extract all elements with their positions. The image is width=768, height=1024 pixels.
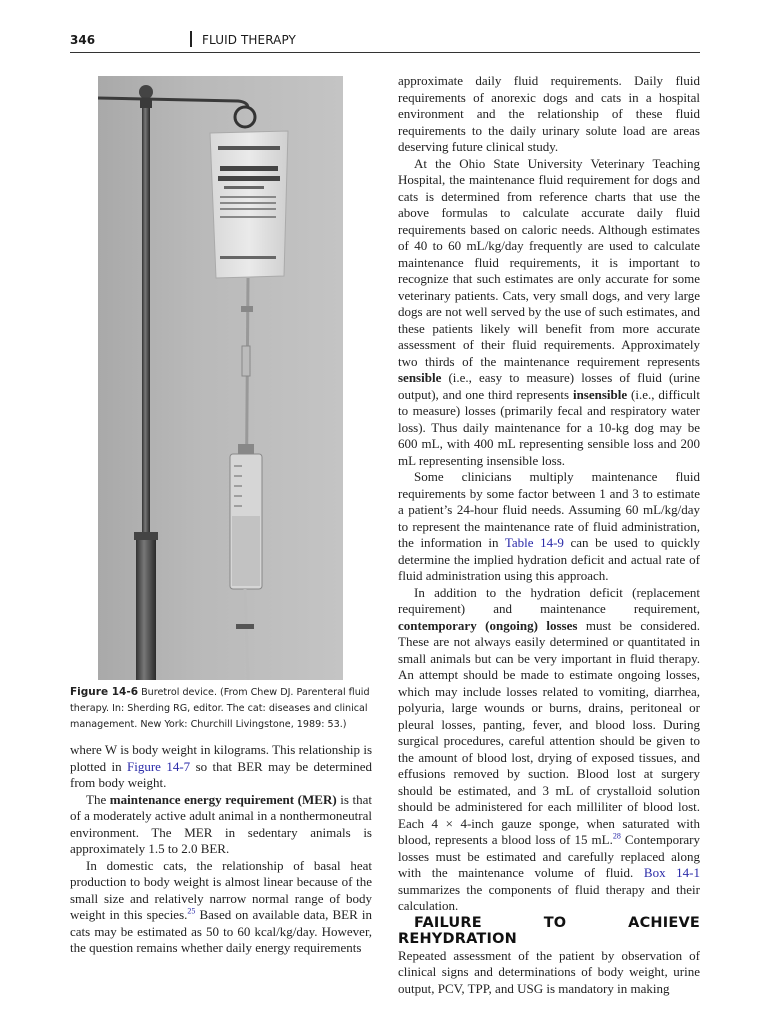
reference-25-link[interactable]: 25	[187, 906, 196, 916]
paragraph: where W is body weight in kilograms. This relationship is plotted in Figure 14-7 so that BER may be determined from body weight.	[70, 742, 373, 790]
figure-label: Figure 14-6	[70, 686, 138, 698]
paragraph: approximate daily fluid requirements. Daily fluid requirements of anorexic dogs and cats in a hospital environment and the relationship of these fluid requirements to the daily urinary solute load are areas deserving future clinical study.	[398, 73, 700, 154]
table-14-9-link[interactable]: Table 14-9	[504, 535, 564, 550]
box-14-1-link[interactable]: Box 14-1	[643, 865, 701, 880]
paragraph: In domestic cats, the relationship of basal heat production to body weight is almost linear because of the small size and relatively narrow normal range of body weight in this species.$^{25}$ Based on available data, BER in cats may be estimated as 50 to 60 kcal/kg/day. However, the question remains whether daily energy requirements	[70, 857, 372, 955]
left-column	[70, 742, 372, 957]
term-sensible: sensible	[398, 370, 442, 385]
page-number: 346	[70, 33, 96, 47]
figure-photo-buretrol	[98, 76, 343, 680]
section-heading: FAILURE TO ACHIEVE REHYDRATION	[398, 914, 700, 947]
page-header	[70, 30, 700, 53]
header-divider	[190, 31, 192, 47]
figure-caption	[70, 684, 375, 733]
paragraph: At the Ohio State University Veterinary Teaching Hospital, the maintenance fluid requirement for dogs and cats is determined from reference charts that use the above formulas to calculate accurate daily fluid requirements based on caloric needs. Although estimates of 40 to 60 mL/kg/day frequently are used to calculate maintenance fluid requirements, it is important to recognize that such estimates are only accurate for some veterinary patients. Cats, very small dogs, and very large dogs are not well served by the use of such estimates, and these patients likely will benefit from more accurate assessment of their fluid requirements. Approximately two thirds of the maintenance requirement represents sensible (i.e., easy to measure) losses of fluid (urine output), and one third represents insensible (i.e., difficult to measure) losses (primarily fecal and respiratory water loss). Thus daily maintenance for a 10-kg dog may be 600 mL, with 400 mL representing sensible loss and 200 mL representing insensible loss.	[398, 155, 701, 468]
term-contemporary-losses: contemporary (ongoing) losses	[398, 617, 578, 633]
iv-pole-illustration	[98, 76, 343, 680]
paragraph: Some clinicians multiply maintenance fluid requirements by some factor between 1 and 3 to estimate a patient’s 24-hour fluid needs. Assuming 60 mL/kg/day to represent the maintenance rate of fluid administration, the information in Table 14-9 can be used to quickly determine the implied hydration deficit and actual rate of fluid administration using this approach.	[398, 469, 701, 583]
right-column	[398, 73, 700, 997]
paragraph: Repeated assessment of the patient by observation of clinical signs and determinations of body weight, urine output, PCV, TPP, and USG is mandatory in making	[398, 947, 700, 996]
reference-28-link[interactable]: 28	[612, 831, 621, 841]
running-title: FLUID THERAPY	[202, 33, 296, 47]
paragraph: In addition to the hydration deficit (replacement requirement) and maintenance requirement, contemporary (ongoing) losses must be considered. These are not always easily determined or quantitated in small animals but can be very important in fluid therapy. An attempt should be made to estimate ongoing losses, which may include losses related to vomiting, diarrhea, polyuria, large wounds or burns, drains, peritoneal or pleural losses, panting, fever, and blood loss. During surgical procedures, careful attention should be given to the amount of blood lost, drying of exposed tissues, and effusions removed by suction. Blood lost at surgery should be estimated, and 3 mL of crystalloid solution should be administered for each milliliter of blood lost. Each 4 × 4-inch gauze sponge, when saturated with blood, represents a blood loss of 15 mL.$^{28}$ Contemporary losses must be estimated and carefully replaced along with the maintenance volume of fluid. Box 14-1 summarizes the components of fluid therapy and their calculation.	[398, 584, 701, 913]
paragraph: The maintenance energy requirement (MER) is that of a moderately active adult animal in a nonthermoneutral environment. The MER in sedentary animals is approximately 1.5 to 2.0 BER.	[70, 791, 372, 856]
figure-caption-text: Buretrol device. (From Chew DJ. Parenteral fluid therapy. In: Sherding RG, editor. The cat: diseases and clinical management. New York: Churchill Livingstone, 1989: 53.)	[70, 687, 370, 730]
term-insensible: insensible	[572, 386, 628, 402]
term-mer: maintenance energy requirement (MER)	[109, 791, 337, 807]
figure-14-7-link[interactable]: Figure 14-7	[127, 758, 191, 774]
